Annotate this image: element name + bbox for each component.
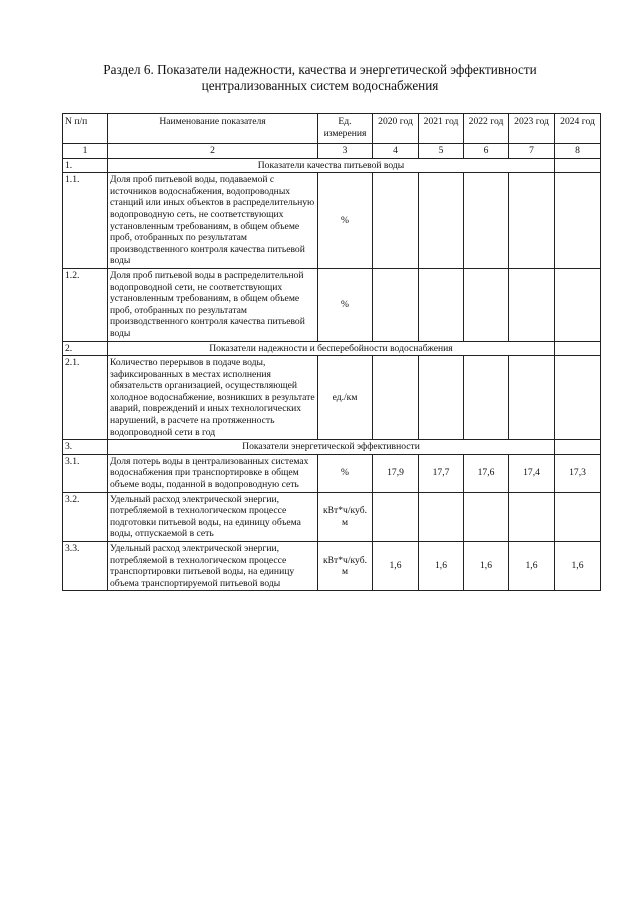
row-number: 3.3.: [63, 542, 108, 591]
value-cell: [464, 173, 509, 269]
section-row: [63, 158, 601, 173]
indicator-name: Количество перерывов в подаче воды, зафиксированных в местах исполнения обязательств организацией, осуществляющей холодное водоснабжение, возникших в результате аварий, повреждений и иных технологических нарушений, в расчете на протяженность водопроводной сети в год: [108, 356, 318, 440]
value-cell: [509, 356, 555, 440]
value-cell: [373, 492, 419, 541]
value-cell: [464, 492, 509, 541]
value-cell: 1,6: [464, 542, 509, 591]
indicator-name: Удельный расход электрической энергии, потребляемой в технологическом процессе транспортировки питьевой воды, на единицу объема транспортируемой питьевой воды: [108, 542, 318, 591]
section-title: Показатели энергетической эффективности: [108, 440, 555, 455]
section-number: 2.: [63, 341, 108, 356]
value-cell: [509, 268, 555, 341]
value-cell: [555, 356, 601, 440]
indicator-row: [63, 268, 601, 341]
title-line-1: Раздел 6. Показатели надежности, качества и энергетической эффективности: [103, 62, 537, 77]
value-cell: [509, 492, 555, 541]
section-row: [63, 341, 601, 356]
value-cell: [464, 268, 509, 341]
value-cell: [509, 173, 555, 269]
col-number: 7: [509, 144, 555, 159]
indicator-name: Доля проб питьевой воды в распределительной водопроводной сети, не соответствующих установленным требованиям, в общем объеме проб, отобранных по результатам производственного контроля качества питьевой воды: [108, 268, 318, 341]
col-number: 5: [419, 144, 464, 159]
header-year-2024: 2024 год: [555, 114, 601, 144]
row-number: 3.1.: [63, 454, 108, 492]
empty-cell: [555, 341, 601, 356]
col-number: 8: [555, 144, 601, 159]
col-number: 1: [63, 144, 108, 159]
value-cell: 17,4: [509, 454, 555, 492]
unit-cell: ед./км: [318, 356, 373, 440]
row-number: 3.2.: [63, 492, 108, 541]
col-number: 4: [373, 144, 419, 159]
header-year-2021: 2021 год: [419, 114, 464, 144]
row-number: 1.2.: [63, 268, 108, 341]
header-num: N п/п: [63, 114, 108, 144]
value-cell: [555, 173, 601, 269]
empty-cell: [555, 158, 601, 173]
header-row: [63, 114, 601, 144]
value-cell: [373, 356, 419, 440]
indicator-row: [63, 356, 601, 440]
empty-cell: [555, 440, 601, 455]
header-unit: Ед. измерения: [318, 114, 373, 144]
unit-cell: кВт*ч/куб. м: [318, 542, 373, 591]
section-title: Показатели надежности и бесперебойности водоснабжения: [108, 341, 555, 356]
header-year-2022: 2022 год: [464, 114, 509, 144]
section-row: [63, 440, 601, 455]
header-year-2020: 2020 год: [373, 114, 419, 144]
section-title: Показатели качества питьевой воды: [108, 158, 555, 173]
value-cell: 1,6: [373, 542, 419, 591]
indicator-row: [63, 492, 601, 541]
value-cell: [419, 173, 464, 269]
value-cell: 1,6: [555, 542, 601, 591]
indicator-row: [63, 454, 601, 492]
indicator-name: Доля проб питьевой воды, подаваемой с источников водоснабжения, водопроводных станций или иных объектов в распределительную водопроводную сеть, не соответствующих установленным требованиям, в общем объеме проб, отобранных по результатам производственного контроля качества питьевой воды: [108, 173, 318, 269]
indicator-name: Удельный расход электрической энергии, потребляемой в технологическом процессе подготовки питьевой воды, на единицу объема воды, отпускаемой в сеть: [108, 492, 318, 541]
col-number: 3: [318, 144, 373, 159]
value-cell: [419, 268, 464, 341]
indicators-table: [62, 113, 601, 591]
unit-cell: кВт*ч/куб. м: [318, 492, 373, 541]
section-number: 3.: [63, 440, 108, 455]
header-name: Наименование показателя: [108, 114, 318, 144]
value-cell: [373, 268, 419, 341]
value-cell: [419, 492, 464, 541]
value-cell: [373, 173, 419, 269]
unit-cell: %: [318, 173, 373, 269]
column-numbers-row: [63, 144, 601, 159]
value-cell: [419, 356, 464, 440]
col-number: 6: [464, 144, 509, 159]
value-cell: [464, 356, 509, 440]
header-year-2023: 2023 год: [509, 114, 555, 144]
title-line-2: централизованных систем водоснабжения: [201, 78, 439, 93]
indicator-row: [63, 173, 601, 269]
value-cell: 17,6: [464, 454, 509, 492]
value-cell: 17,3: [555, 454, 601, 492]
indicator-name: Доля потерь воды в централизованных системах водоснабжения при транспортировке в общем объеме воды, поданной в водопроводную сеть: [108, 454, 318, 492]
row-number: 1.1.: [63, 173, 108, 269]
indicator-row: [63, 542, 601, 591]
value-cell: [555, 268, 601, 341]
page-title: [0, 62, 640, 94]
section-number: 1.: [63, 158, 108, 173]
col-number: 2: [108, 144, 318, 159]
unit-cell: %: [318, 454, 373, 492]
row-number: 2.1.: [63, 356, 108, 440]
value-cell: 17,9: [373, 454, 419, 492]
value-cell: 17,7: [419, 454, 464, 492]
value-cell: 1,6: [509, 542, 555, 591]
value-cell: [555, 492, 601, 541]
unit-cell: %: [318, 268, 373, 341]
value-cell: 1,6: [419, 542, 464, 591]
